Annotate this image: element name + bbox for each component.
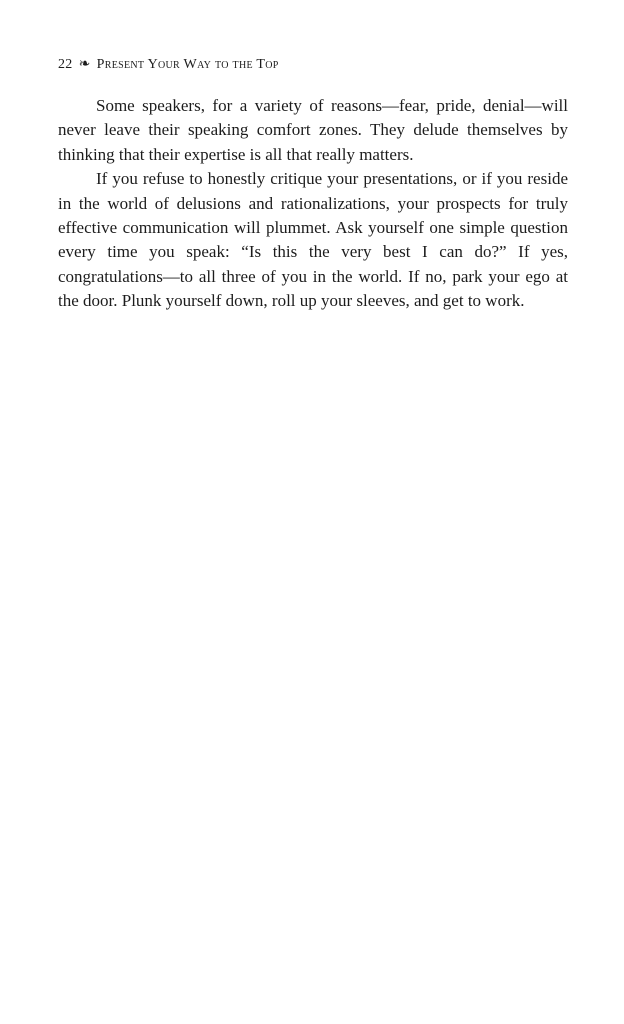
page-number: 22 xyxy=(58,57,73,72)
paragraph-1: Some speakers, for a variety of reasons—fear, pride, denial—will never leave their speaking comfort zones. They delude themselves by thinking that their expertise is all that really matters. xyxy=(58,96,568,164)
body-text xyxy=(58,94,568,314)
paragraph-2: If you refuse to honestly critique your presentations, or if you reside in the world of delusions and rationalizations, your prospects for truly effective communication will plummet. Ask yourself one simple question every time you speak: “Is this the very best I can do?” If yes, congratulations—to all three of you in the world. If no, park your ego at the door. Plunk yourself down, roll up your sleeves, and get to work. xyxy=(58,169,568,311)
fleuron-icon: ❧ xyxy=(78,57,91,72)
running-head xyxy=(58,56,279,74)
book-title: Present Your Way to the Top xyxy=(96,57,279,72)
